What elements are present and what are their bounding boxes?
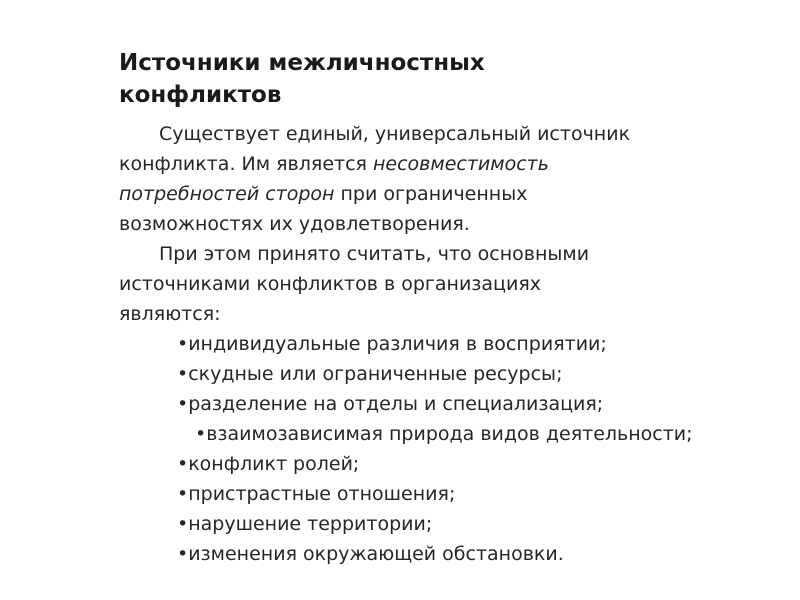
list-item: •взаимозависимая природа видов деятельности; — [195, 423, 693, 445]
list-item: •скудные или ограниченные ресурсы; — [177, 363, 563, 385]
list-item: •разделение на отделы и специализация; — [177, 393, 604, 415]
title-line-2: конфликтов — [119, 82, 282, 108]
sources-list — [119, 329, 719, 569]
paragraph-2-line-1: При этом принято считать, что основными — [159, 243, 590, 265]
title-line-1: Источники межличностных — [119, 50, 485, 76]
list-item: •индивидуальные различия в восприятии; — [177, 333, 607, 355]
emphasis-needs-of-sides: потребностей сторон — [119, 183, 335, 205]
paragraph-2-line-2: источниками конфликтов в организациях — [119, 273, 542, 295]
paragraph-1-line-2: конфликта. Им является — [119, 153, 373, 175]
emphasis-incompatibility: несовместимость — [373, 153, 549, 175]
paragraph-1-line-4: возможностях их удовлетворения. — [119, 213, 470, 235]
list-item: •изменения окружающей обстановки. — [177, 543, 564, 565]
list-item: •пристрастные отношения; — [177, 483, 456, 505]
slide-title — [119, 47, 719, 111]
paragraph-2 — [119, 239, 719, 329]
paragraph-2-line-3: являются: — [119, 303, 221, 325]
paragraph-1-lead: Существует единый, универсальный источник — [159, 123, 631, 145]
list-item: •конфликт ролей; — [177, 453, 360, 475]
list-item: •нарушение территории; — [177, 513, 433, 535]
paragraph-1-line-3-end: при ограниченных — [334, 183, 528, 205]
paragraph-1 — [119, 119, 719, 239]
slide-body — [119, 119, 719, 569]
